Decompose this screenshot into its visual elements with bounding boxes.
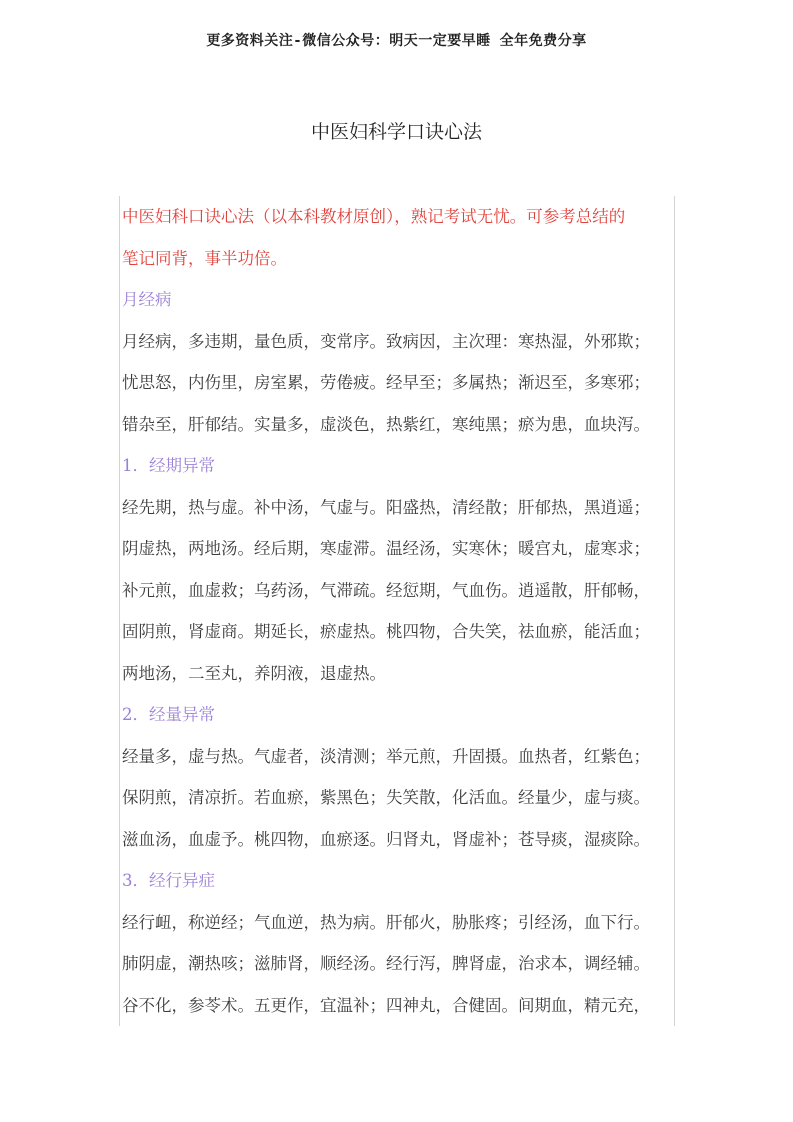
text-line: 固阴煎，肾虚商。期延长，瘀虚热。桃四物，合失笑，祛血瘀，能活血； xyxy=(119,611,675,653)
text-line: 经量多，虚与热。气虚者，淡清测；举元煎，升固摄。血热者，红紫色； xyxy=(119,736,675,778)
text-line: 保阴煎，清凉折。若血瘀，紫黑色；失笑散，化活血。经量少，虚与痰。 xyxy=(119,777,675,819)
text-line: 肺阴虚，潮热咳；滋肺肾，顺经汤。经行泻，脾肾虚，治求本，调经辅。 xyxy=(119,943,675,985)
section-heading: 月经病 xyxy=(119,279,675,321)
text-line: 笔记同背，事半功倍。 xyxy=(119,238,675,280)
document-title: 中医妇科学口诀心法 xyxy=(310,121,482,143)
text-line: 补元煎，血虚救；乌药汤，气滞疏。经愆期，气血伤。逍遥散，肝郁畅， xyxy=(119,570,675,612)
top-banner: 更多资料关注-微信公众号：明天一定要早睡 全年免费分享 xyxy=(206,33,587,49)
document-body xyxy=(119,196,675,1026)
section-heading: 2．经量异常 xyxy=(119,694,675,736)
text-line: 阴虚热，两地汤。经后期，寒虚滞。温经汤，实寒休；暖宫丸，虚寒求； xyxy=(119,528,675,570)
text-line: 经行衄，称逆经；气血逆，热为病。肝郁火，胁胀疼；引经汤，血下行。 xyxy=(119,902,675,944)
text-line: 经先期，热与虚。补中汤，气虚与。阳盛热，清经散；肝郁热，黑逍遥； xyxy=(119,487,675,529)
text-line: 谷不化，参苓术。五更作，宜温补；四神丸，合健固。间期血，精元充， xyxy=(119,985,675,1027)
text-line: 中医妇科口诀心法（以本科教材原创），熟记考试无忧。可参考总结的 xyxy=(119,196,675,238)
text-line: 两地汤，二至丸，养阴液，退虚热。 xyxy=(119,653,675,695)
text-line: 滋血汤，血虚予。桃四物，血瘀逐。归肾丸，肾虚补；苍导痰，湿痰除。 xyxy=(119,819,675,861)
section-heading: 3．经行异症 xyxy=(119,860,675,902)
text-line: 忧思怒，内伤里，房室累，劳倦疲。经早至；多属热；渐迟至，多寒邪； xyxy=(119,362,675,404)
text-line: 月经病，多违期，量色质，变常序。致病因，主次理：寒热湿，外邪欺； xyxy=(119,321,675,363)
text-line: 错杂至，肝郁结。实量多，虚淡色，热紫红，寒纯黑；瘀为患，血块泻。 xyxy=(119,404,675,446)
section-heading: 1．经期异常 xyxy=(119,445,675,487)
